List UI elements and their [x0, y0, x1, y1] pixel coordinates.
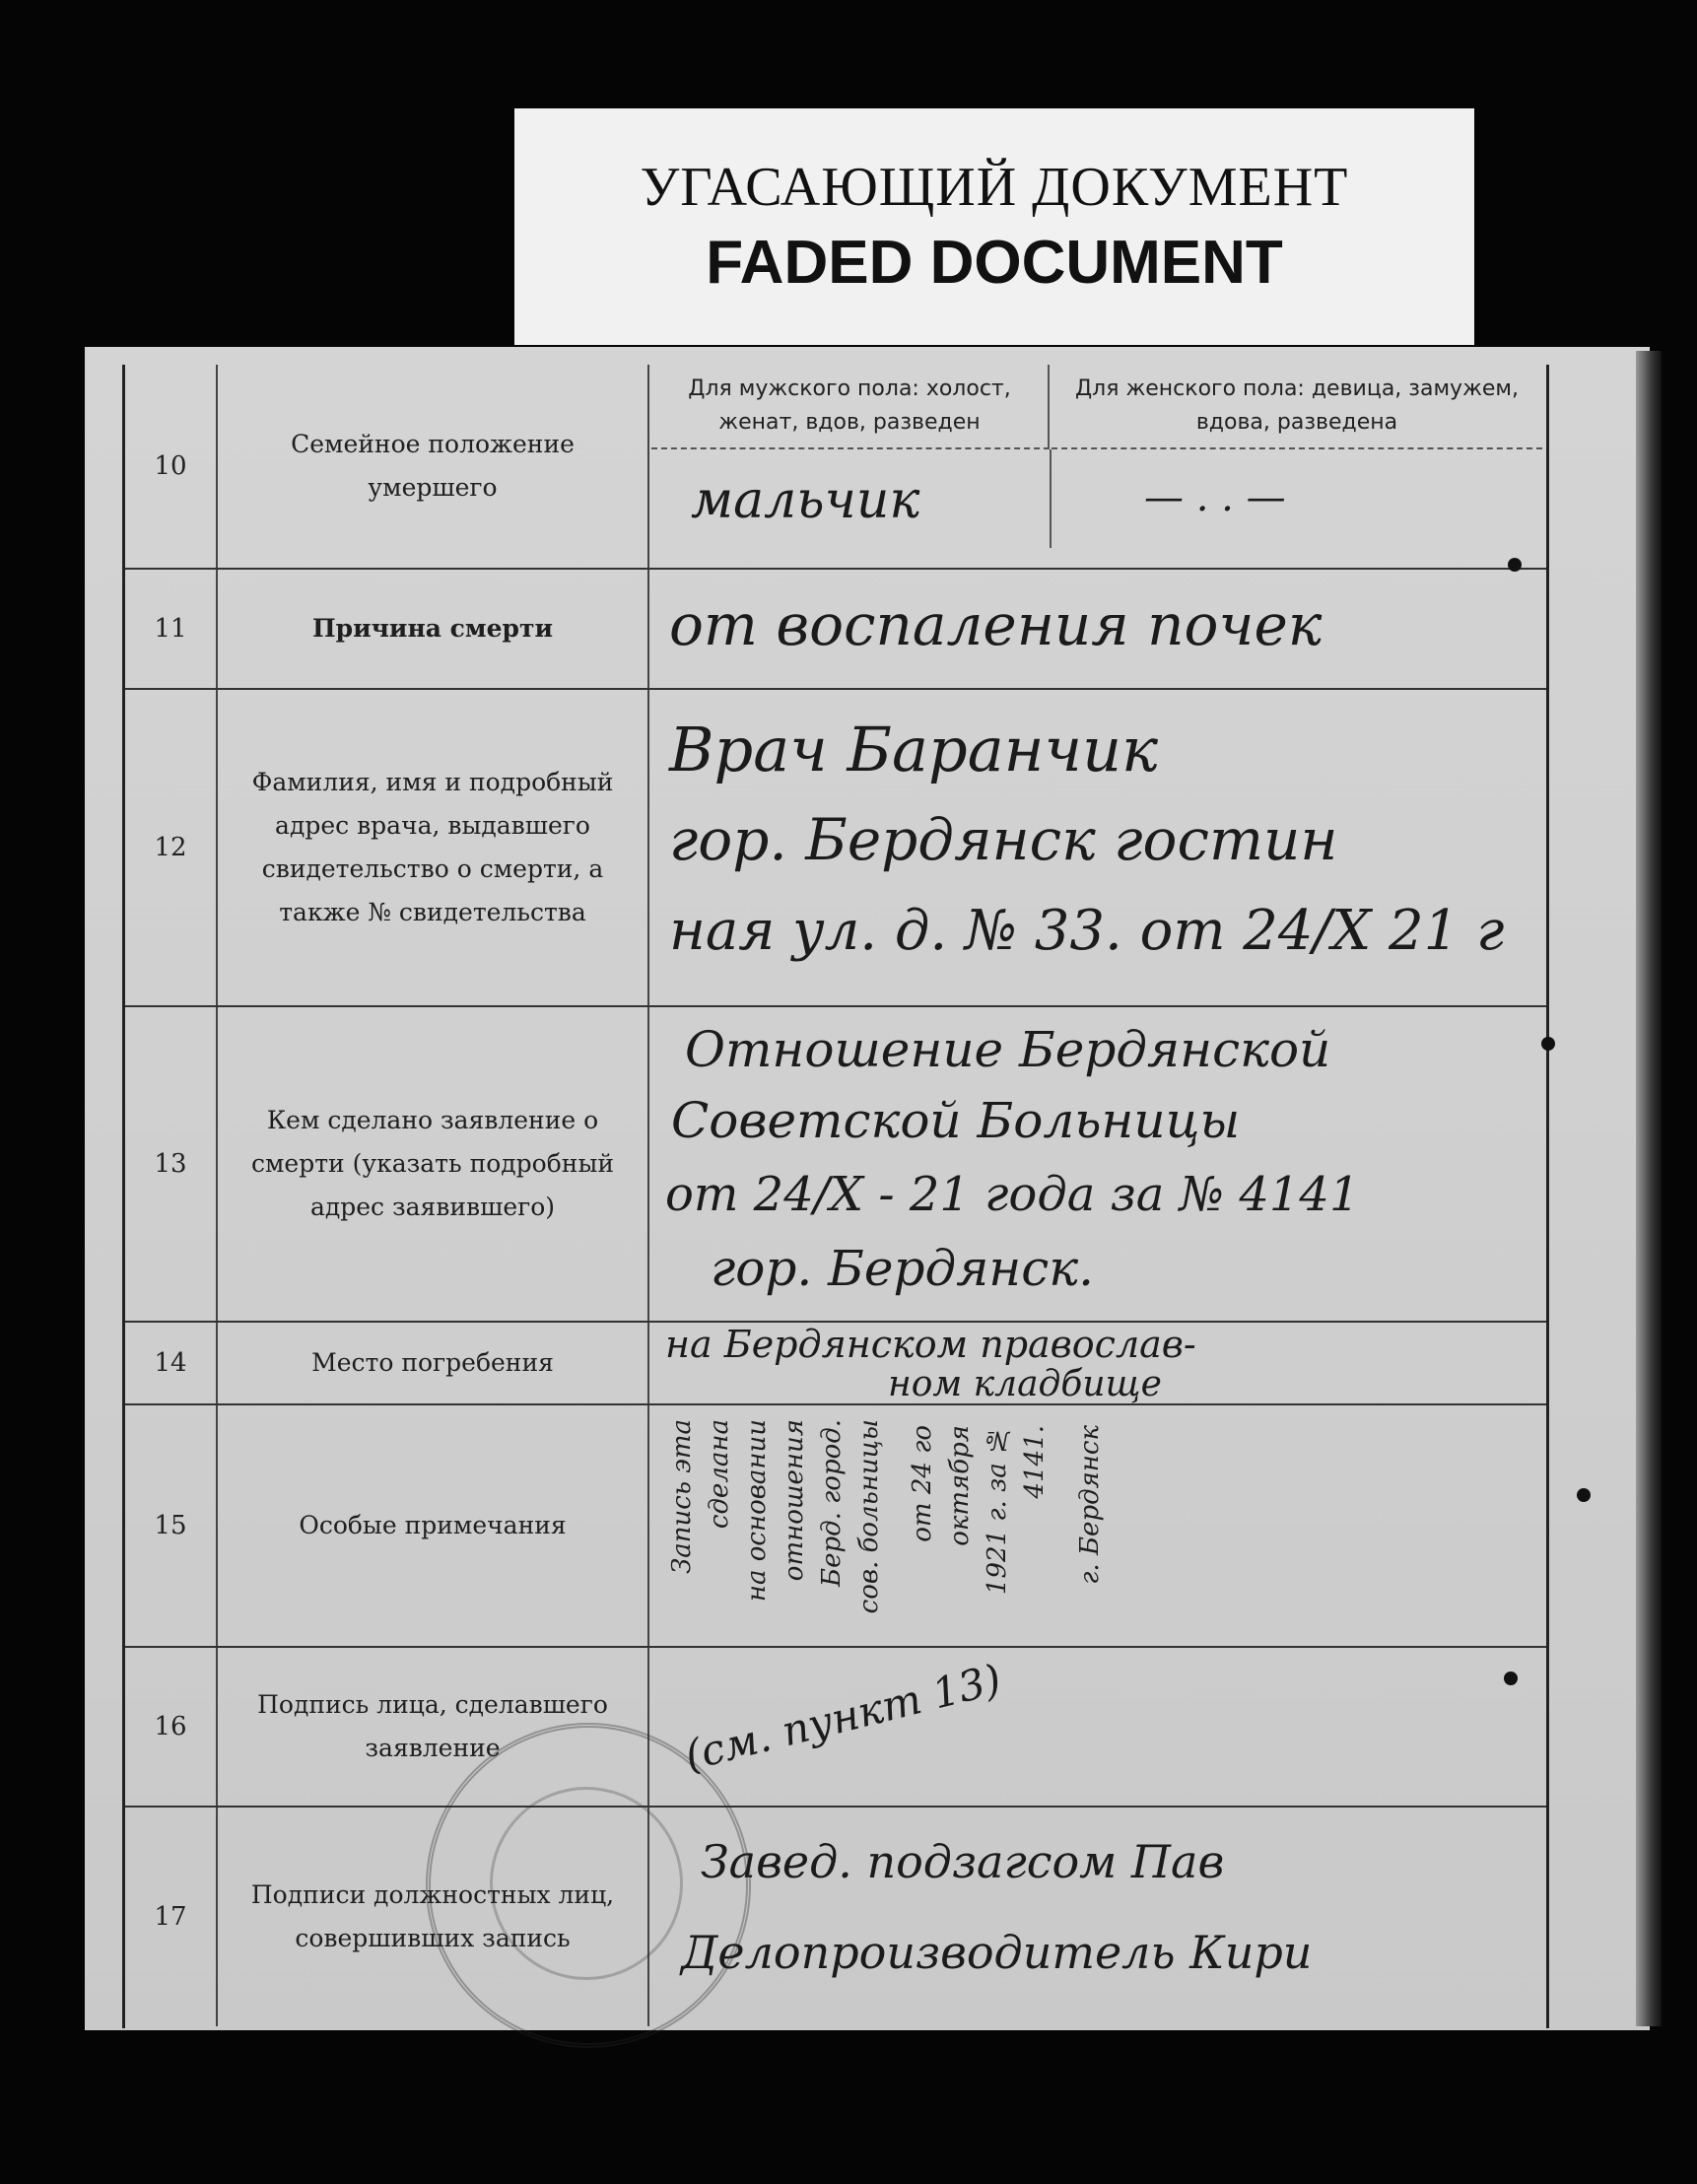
punch-hole	[1504, 1672, 1518, 1685]
burial-line-2: ном кладбище	[888, 1364, 1162, 1404]
row-number: 14	[125, 1323, 218, 1403]
row-official-signatures	[125, 1808, 1546, 2026]
row-number: 12	[125, 690, 218, 1005]
row-value	[651, 690, 1544, 1005]
row-number: 17	[125, 1808, 218, 2026]
note-column: сделана	[705, 1419, 734, 1530]
declarant-line-4: гор. Бердянск.	[711, 1240, 1094, 1297]
row-declarant	[125, 1007, 1546, 1323]
row-label: Подпись лица, сделавшего заявление	[218, 1648, 649, 1806]
row-number: 10	[125, 365, 218, 568]
row-label: Фамилия, имя и подробный адрес врача, выдавшего свидетельство о смерти, а также № свидетельства	[218, 690, 649, 1005]
declarant-line-3: от 24/X - 21 года за № 4141	[665, 1167, 1360, 1222]
punch-hole	[1577, 1488, 1591, 1502]
note-column: сов. больницы	[854, 1419, 884, 1614]
female-value: — . . —	[1144, 475, 1286, 520]
burial-line-1: на Бердянском православ-	[665, 1323, 1196, 1366]
note-column: на основании	[742, 1419, 772, 1603]
punch-hole	[1508, 558, 1522, 572]
note-column: Берд. город.	[817, 1419, 847, 1587]
row-value	[651, 365, 1544, 568]
male-value: мальчик	[691, 471, 920, 530]
punch-hole	[1541, 1037, 1555, 1051]
doctor-line-2: гор. Бердянск гостин	[669, 806, 1338, 873]
faded-document-label	[514, 108, 1474, 345]
row-burial-place	[125, 1323, 1546, 1405]
row-label: Семейное положение умершего	[218, 365, 649, 568]
row-value	[651, 1007, 1544, 1321]
note-column: отношения	[780, 1419, 809, 1582]
column-divider	[1050, 449, 1052, 548]
note-column: октября	[945, 1425, 975, 1546]
declarant-line-1: Отношение Бердянской	[685, 1021, 1331, 1078]
note-column: 1921 г. за №	[983, 1425, 1012, 1596]
official-line-2: Делопроизводитель Кири	[681, 1926, 1313, 1979]
row-label: Причина смерти	[218, 570, 649, 688]
row-label: Кем сделано заявление о смерти (указать подробный адрес заявившего)	[218, 1007, 649, 1321]
row-label: Место погребения	[218, 1323, 649, 1403]
row-special-notes	[125, 1405, 1546, 1648]
female-header: Для женского пола: девица, замужем, вдова, разведена	[1052, 365, 1542, 449]
row-value	[651, 570, 1544, 688]
row-cause-of-death	[125, 570, 1546, 690]
male-header: Для мужского пола: холост, женат, вдов, разведен	[651, 365, 1050, 449]
row-number: 11	[125, 570, 218, 688]
declarant-line-2: Советской Больницы	[671, 1092, 1241, 1149]
note-column: от 24 го	[908, 1425, 937, 1542]
row-doctor-info	[125, 690, 1546, 1007]
cause-value: от воспаления почек	[669, 591, 1323, 658]
row-value	[651, 1405, 1544, 1646]
row-value	[651, 1808, 1544, 2026]
official-stamp	[426, 1723, 751, 2048]
official-line-1: Завед. подзагсом Пав	[701, 1835, 1225, 1888]
doctor-line-1: Врач Баранчик	[669, 714, 1159, 785]
row-marital-status	[125, 365, 1546, 570]
label-russian: УГАСАЮЩИЙ ДОКУМЕНТ	[640, 157, 1349, 218]
vertical-notes	[651, 1405, 1544, 1646]
label-english: FADED DOCUMENT	[706, 229, 1283, 297]
doctor-line-3: ная ул. д. № 33. от 24/X 21 г	[669, 899, 1505, 963]
row-number: 13	[125, 1007, 218, 1321]
row-value	[651, 1648, 1544, 1806]
note-column: г. Бердянск	[1075, 1425, 1105, 1585]
row-label: Особые примечания	[218, 1405, 649, 1646]
note-column: Запись эта	[667, 1419, 697, 1574]
row-label: Подписи должностных лиц, совершивших запись	[218, 1808, 649, 2026]
row-number: 15	[125, 1405, 218, 1646]
note-column: 4141.	[1020, 1425, 1050, 1499]
row-number: 16	[125, 1648, 218, 1806]
row-declarant-signature	[125, 1648, 1546, 1808]
signature-note: (см. пункт 13)	[679, 1654, 1006, 1781]
page-edge	[1636, 351, 1662, 2026]
death-record-form	[122, 365, 1549, 2028]
row-value	[651, 1323, 1544, 1403]
